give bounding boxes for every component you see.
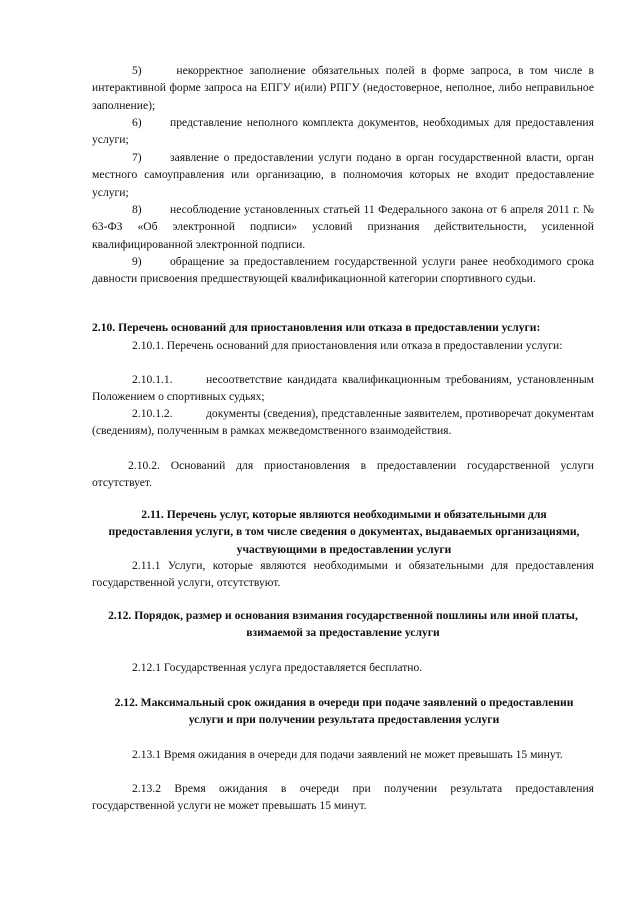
paragraph-2-10-1: 2.10.1. Перечень оснований для приостановления или отказа в предоставлении услуги: bbox=[132, 339, 563, 352]
list-item-first-line: обращение за предоставлением государственной услуги ранее bbox=[170, 255, 488, 268]
list-item-number: 8) bbox=[132, 203, 142, 216]
list-item-6 bbox=[92, 114, 594, 149]
paragraph-2-13-1: 2.13.1 Время ожидания в очереди для подачи заявлений не может превышать 15 минут. bbox=[132, 748, 563, 761]
list-item-7 bbox=[92, 149, 594, 201]
paragraph-2-10-1-2 bbox=[92, 405, 594, 440]
list-item-number: 5) bbox=[132, 64, 142, 77]
list-item-9 bbox=[92, 253, 594, 288]
list-item-number: 7) bbox=[132, 151, 142, 164]
list-item-first-line: заявление о предоставлении услуги подано в орган государственной bbox=[170, 151, 522, 164]
section-heading-2-11: 2.11. Перечень услуг, которые являются необходимыми и обязательными для предоставления услуги, в том числе сведения о документах, выдаваемых организациями, участвующими в предоставлении услуги bbox=[108, 508, 580, 556]
list-item-text: необходимого срока давности присвоения предшествующей квалификационной категории спортивного судьи. bbox=[92, 255, 594, 286]
paragraph-number: 2.10.1.1. bbox=[132, 373, 173, 386]
list-item-text: предоставления услуги; bbox=[92, 116, 594, 147]
list-item-first-line: некорректное заполнение обязательных полей в форме запроса, в том bbox=[176, 64, 548, 77]
list-item-text: апреля 2011 г. № 63-ФЗ «Об электронной подписи» условий признания действительности, усиленной квалифицированной электронной подписи. bbox=[92, 203, 594, 251]
section-heading-2-10: 2.10. Перечень оснований для приостановления или отказа в предоставлении услуги: bbox=[92, 321, 541, 334]
paragraph-2-10-2: 2.10.2. Оснований для приостановления в предоставлении государственной услуги отсутствует. bbox=[92, 459, 594, 490]
paragraph-text: документы (сведения), представленные заявителем, противоречат документам (сведениям), полученным в рамках межведомственного взаимодействия. bbox=[92, 407, 594, 438]
list-item-first-line: представление неполного комплекта документов, необходимых для bbox=[170, 116, 511, 129]
section-heading-2-13: 2.12. Максимальный срок ожидания в очереди при подаче заявлений о предоставлении услуги и при получении результата предоставления услуги bbox=[114, 696, 574, 727]
section-heading-2-12: 2.12. Порядок, размер и основания взимания государственной пошлины или иной платы, взимаемой за предоставление услуги bbox=[108, 609, 578, 640]
paragraph-2-11-1: 2.11.1 Услуги, которые являются необходимыми и обязательными для предоставления государственной услуги, отсутствуют. bbox=[92, 559, 594, 590]
list-item-text: власти, орган местного самоуправления или организацию, в полномочия которых не входит предоставление услуги; bbox=[92, 151, 594, 199]
list-item-8 bbox=[92, 201, 594, 253]
list-item-number: 6) bbox=[132, 116, 142, 129]
list-item-number: 9) bbox=[132, 255, 142, 268]
list-item-first-line: несоблюдение установленных статьей 11 Федерального закона от 6 bbox=[170, 203, 507, 216]
paragraph-text: несоответствие кандидата квалификационным требованиям, установленным Положением о спортивных судьях; bbox=[92, 373, 594, 404]
list-item-text: числе в интерактивной форме запроса на ЕПГУ и(или) РПГУ (недостоверное, неполное, либо неправильное заполнение); bbox=[92, 64, 594, 112]
paragraph-number: 2.10.1.2. bbox=[132, 407, 173, 420]
paragraph-2-13-2: 2.13.2 Время ожидания в очереди при получении результата предоставления государственной услуги не может превышать 15 минут. bbox=[92, 782, 594, 813]
paragraph-2-10-1-1 bbox=[92, 371, 594, 406]
list-item-5 bbox=[92, 62, 594, 114]
paragraph-2-12-1: 2.12.1 Государственная услуга предоставляется бесплатно. bbox=[132, 661, 423, 674]
